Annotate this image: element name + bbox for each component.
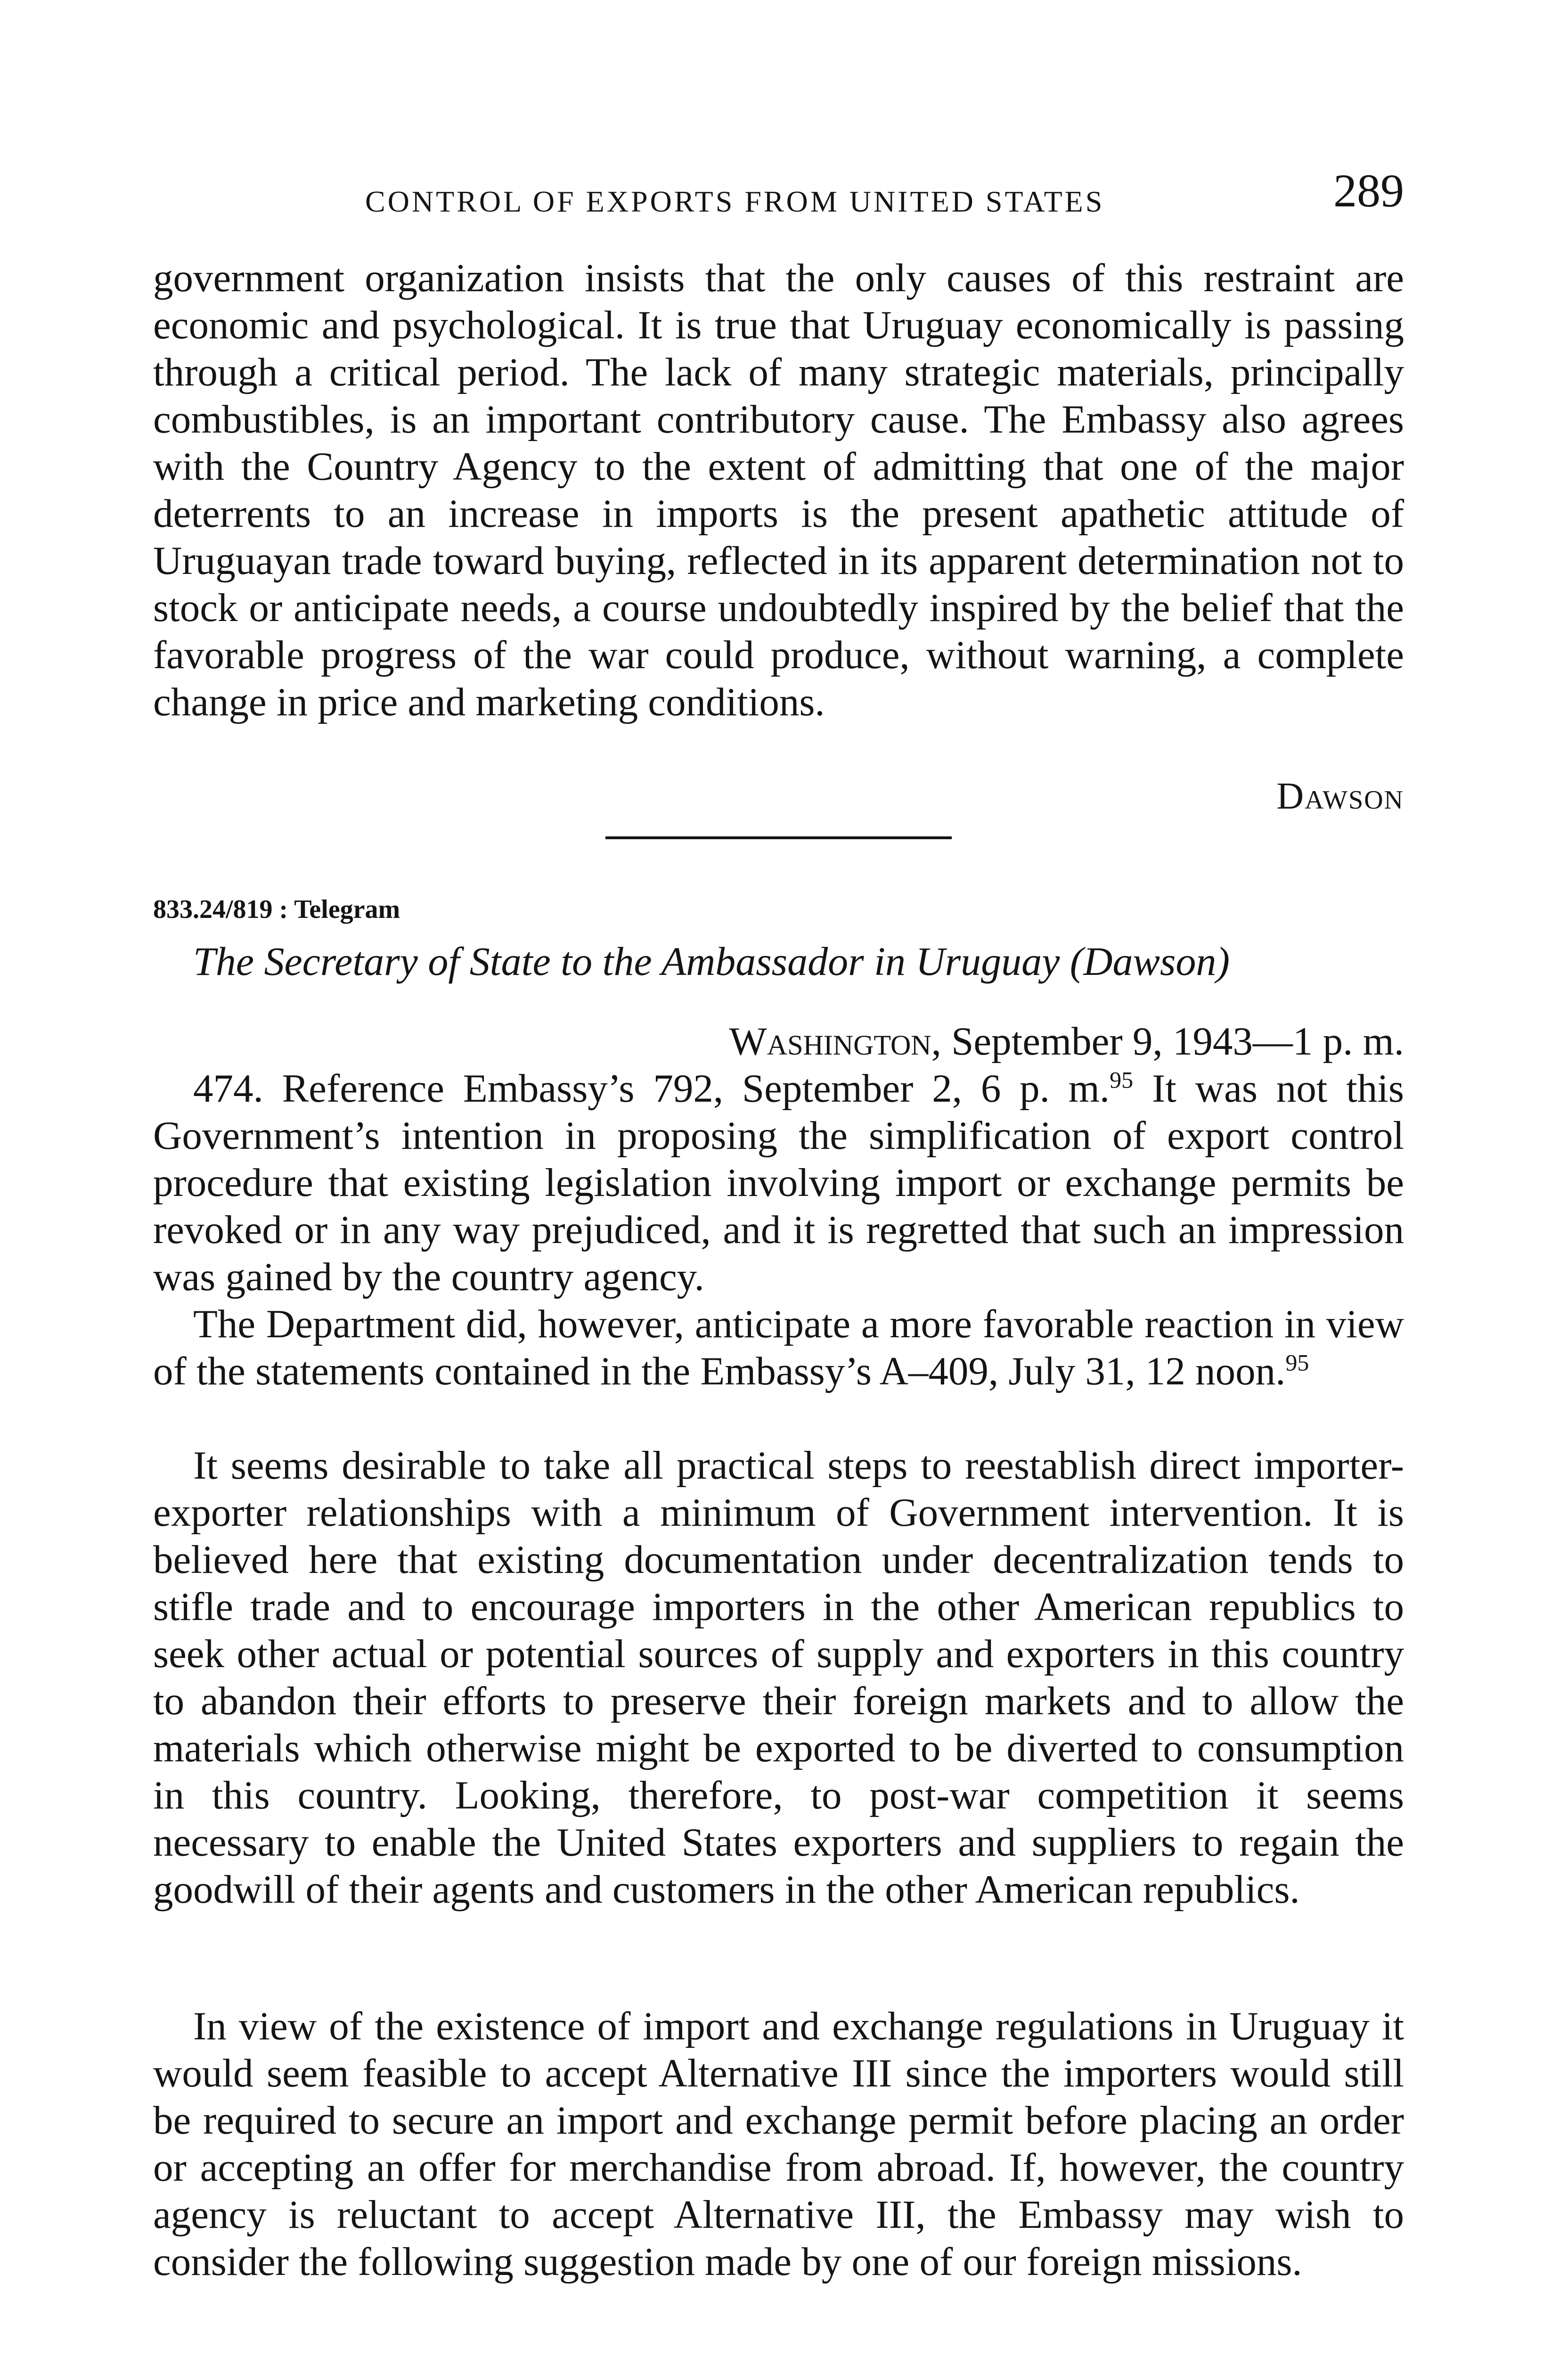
dateline-date: , September 9, 1943—1 p. m.: [931, 1019, 1404, 1063]
signature-dawson: Dawson: [1276, 776, 1404, 817]
paragraph-1-main: 474. Reference Embassy’s 792, September 2, 6 p. m.: [193, 1066, 1110, 1111]
intro-paragraph: government organization insists that the only causes of this restraint are economic and psychological. It is true that Uruguay economically is passing through a critical period. The lack of many strategic materials, principally combustibles, is an important contributory cause. The Embassy also agrees with the Country Agency to the extent of admitting that one of the major deterrents to an increase in imports is the present apathetic attitude of Uruguayan trade toward buying, reflected in its apparent determination not to stock or anticipate needs, a course undoubtedly inspired by the belief that the favorable progress of the war could produce, without warning, a complete change in price and marketing conditions.: [153, 256, 1404, 724]
document-title: The Secretary of State to the Ambassador in Uruguay (Dawson): [193, 939, 1230, 984]
paragraph-2: [153, 1301, 1404, 1395]
file-reference: 833.24/819 : Telegram: [153, 895, 400, 924]
paragraph-1-rest: It was not this Government’s intention in proposing the simplification of export control procedure that existing legislation involving import or exchange permits be revoked or in any way prejudiced, and it is regretted that such an impression was gained by the country agency.: [153, 1066, 1404, 1299]
footnote-ref-1: 95: [1110, 1066, 1134, 1093]
page-number: 289: [1333, 164, 1404, 217]
paragraph-4: In view of the existence of import and exchange regulations in Uruguay it would seem feasible to accept Alternative III since the importers would still be required to secure an import and exchange permit before placing an order or accepting an offer for merchandise from abroad. If, however, the country agency is reluctant to accept Alternative III, the Embassy may wish to consider the following suggestion made by one of our foreign missions.: [153, 2004, 1404, 2284]
dateline-place: Washington: [729, 1019, 931, 1063]
dateline: [729, 1018, 1404, 1065]
paragraph-1: [153, 1065, 1404, 1301]
footnote-ref-2: 95: [1285, 1349, 1309, 1376]
running-header: [153, 164, 1404, 218]
section-divider: [605, 836, 952, 839]
paragraph-2-main: The Department did, however, anticipate a more favorable reaction in view of the statements contained in the Embassy’s A–409, July 31, 12 noon.: [153, 1302, 1404, 1393]
running-title: CONTROL OF EXPORTS FROM UNITED STATES: [365, 185, 1105, 218]
paragraph-3: It seems desirable to take all practical steps to reestablish direct importer-exporter relationships with a minimum of Government intervention. It is believed here that existing documentation under decentralization tends to stifle trade and to encourage importers in the other American republics to seek other actual or potential sources of supply and exporters in this country to abandon their efforts to preserve their foreign markets and to allow the materials which otherwise might be exported to be diverted to consumption in this country. Looking, therefore, to post-war competition it seems necessary to enable the United States exporters and suppliers to regain the goodwill of their agents and customers in the other American republics.: [153, 1443, 1404, 1912]
